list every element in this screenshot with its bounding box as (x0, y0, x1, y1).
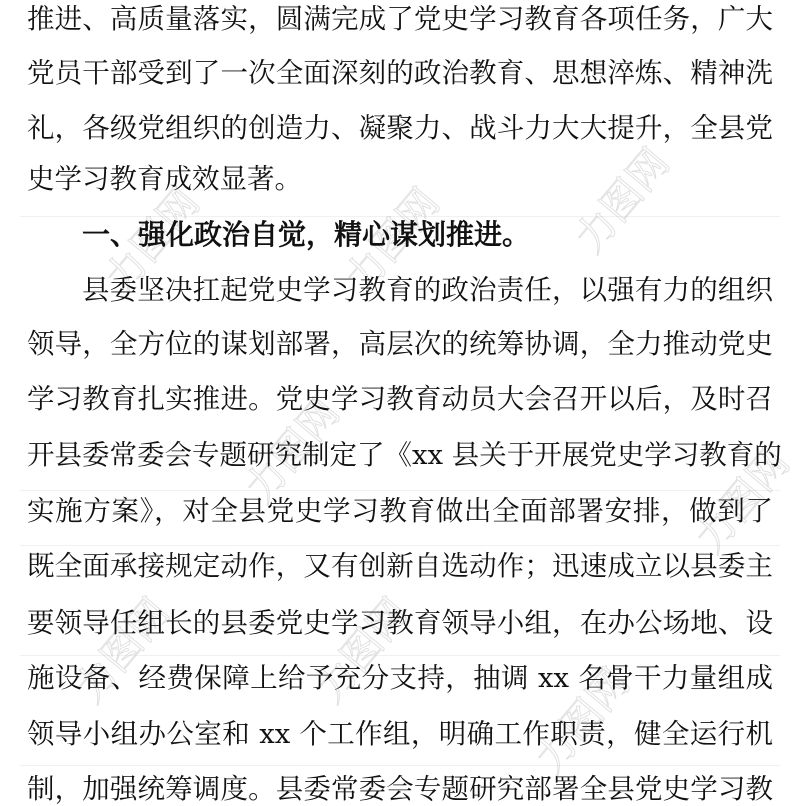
watermark: 力图网 (526, 660, 639, 782)
watermark: 力图网 (686, 440, 799, 562)
line-rule (20, 655, 780, 656)
paragraph-line: 开县委常委会专题研究制定了《xx 县关于开展党史学习教育的 (27, 439, 782, 471)
paragraph-line: 推进、高质量落实，圆满完成了党史学习教育各项任务，广大 (27, 3, 773, 35)
line-rule (20, 765, 780, 766)
paragraph-line: 领导小组办公室和 xx 个工作组，明确工作职责，健全运行机 (27, 718, 773, 750)
watermark: 力图网 (336, 180, 449, 302)
paragraph-line: 史学习教育成效显著。 (27, 163, 302, 195)
watermark: 力图网 (96, 180, 209, 302)
section-heading: 一、强化政治自觉，精心谋划推进。 (82, 218, 531, 251)
paragraph-line: 要领导任组长的县委党史学习教育领导小组，在办公场地、设 (27, 607, 773, 639)
watermark: 力图网 (566, 140, 679, 262)
paragraph-line: 施设备、经费保障上给予充分支持，抽调 xx 名骨干力量组成 (27, 662, 773, 694)
paragraph-line: 实施方案》，对全县党史学习教育做出全面部署安排，做到了 (27, 495, 773, 527)
paragraph-line: 学习教育扎实推进。党史学习教育动员大会召开以后，及时召 (27, 383, 773, 415)
line-rule (20, 545, 780, 546)
line-rule (20, 216, 780, 217)
paragraph-line: 县委坚决扛起党史学习教育的政治责任，以强有力的组织 (82, 274, 773, 306)
paragraph-line: 礼，各级党组织的创造力、凝聚力、战斗力大大提升，全县党 (27, 112, 773, 144)
paragraph-line: 领导，全方位的谋划部署，高层次的统筹协调，全力推动党史 (27, 328, 773, 360)
line-rule (20, 490, 780, 491)
paragraph-line: 党员干部受到了一次全面深刻的政治教育、思想淬炼、精神洗 (27, 57, 773, 89)
watermark: 力图网 (236, 390, 349, 512)
watermark: 力图网 (306, 590, 419, 712)
watermark: 力图网 (66, 590, 179, 712)
paragraph-line: 既全面承接规定动作，又有创新自选动作；迅速成立以县委主 (27, 550, 773, 582)
paragraph-line: 制，加强统筹调度。县委常委会专题研究部署全县党史学习教 (27, 773, 773, 805)
